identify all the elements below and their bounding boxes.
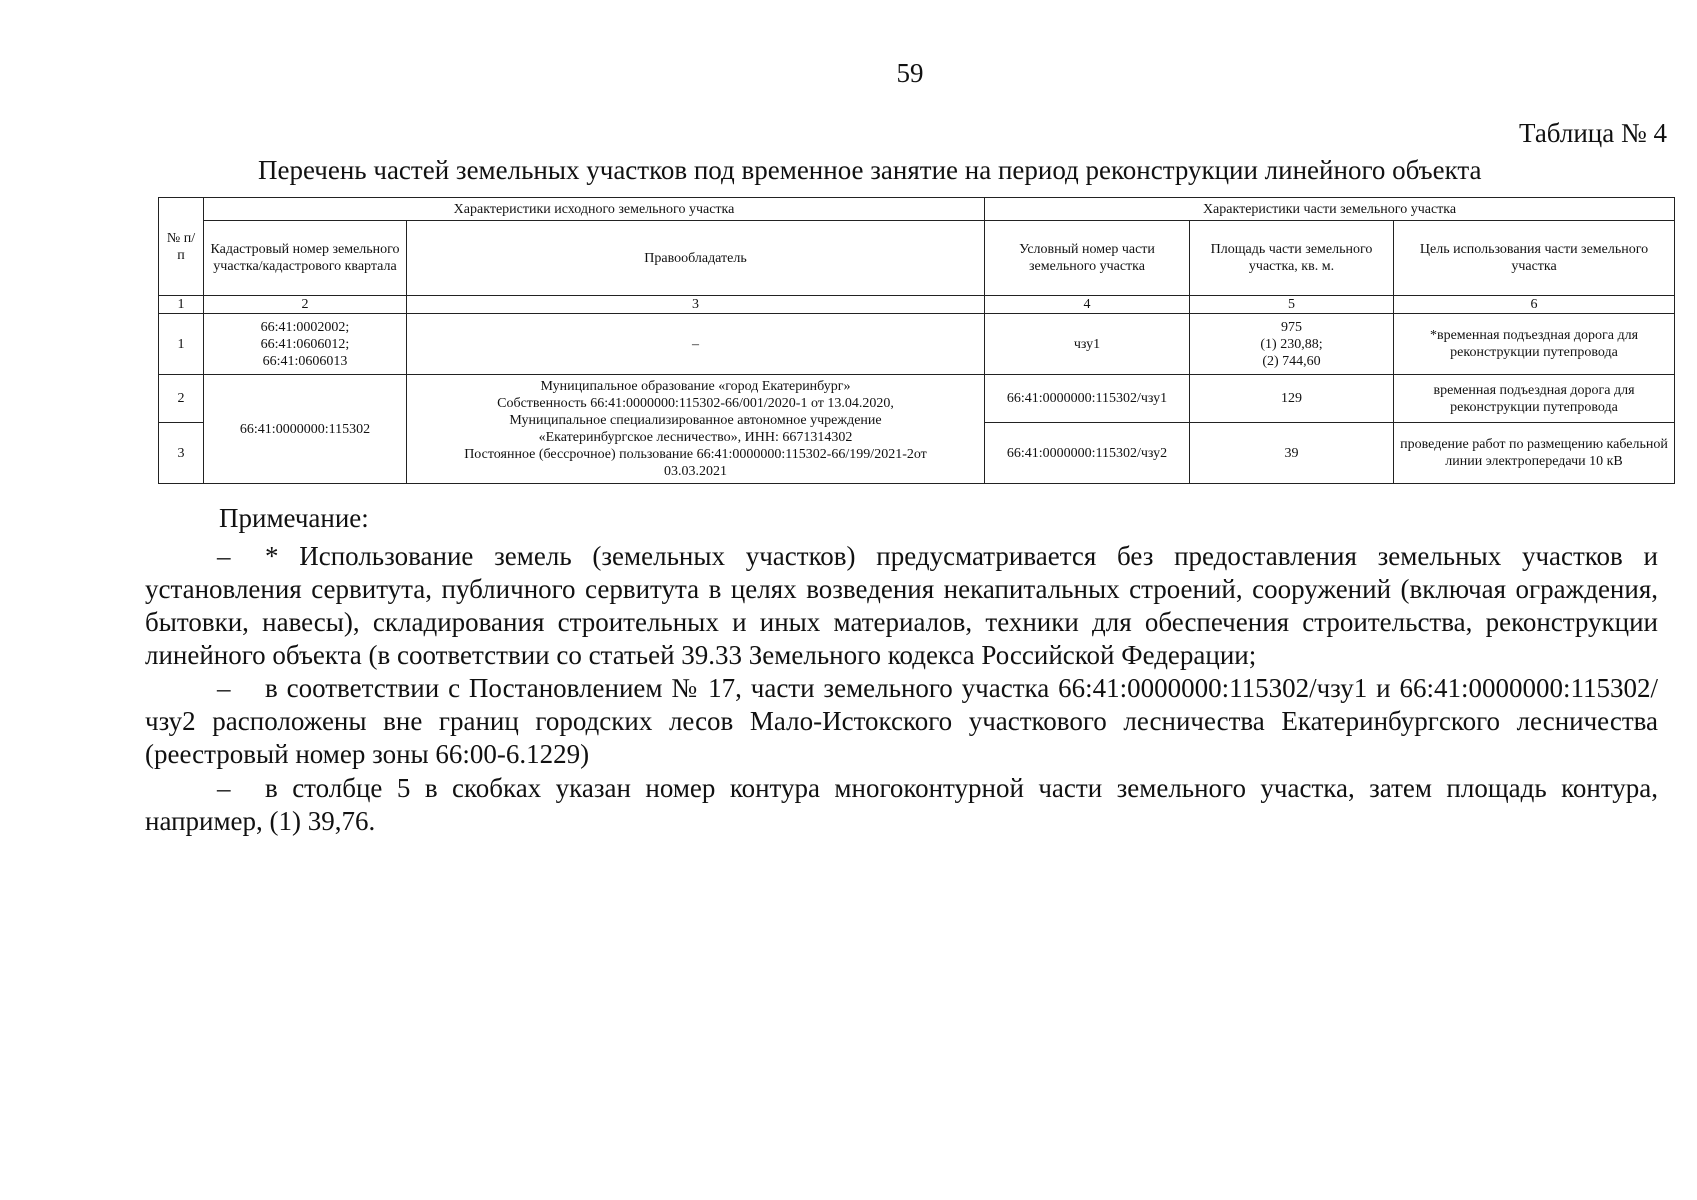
note-text: в соответствии с Постановлением № 17, части земельного участка 66:41:0000000:115302/чзу1 и 66:41:0000000:115302/чзу2 расположены вне границ городских лесов Мало-Истокского участкового лесничества Екатеринбургского лесничества (реестровый номер зоны 66:00-6.1229) bbox=[145, 673, 1658, 769]
cadastral-line: 66:41:0606013 bbox=[262, 353, 348, 369]
row-number: 2 bbox=[159, 375, 204, 423]
column-number: 1 bbox=[159, 296, 204, 314]
owner-line: «Екатеринбургское лесничество», ИНН: 6671314302 bbox=[538, 430, 853, 445]
purpose-cell: *временная подъездная дорога для реконструкции путепровода bbox=[1394, 314, 1675, 375]
page-number: 59 bbox=[896, 58, 924, 88]
column-number: 4 bbox=[985, 296, 1190, 314]
notes-title: Примечание: bbox=[219, 503, 369, 533]
column-header-row bbox=[159, 221, 1675, 296]
column-number: 5 bbox=[1190, 296, 1394, 314]
note-dash: – bbox=[217, 773, 231, 803]
owner-line: Постоянное (бессрочное) пользование 66:41:0000000:115302-66/199/2021-2от bbox=[464, 447, 927, 462]
table-label: Таблица № 4 bbox=[1519, 118, 1667, 148]
owner-line: Муниципальное специализированное автономное учреждение bbox=[509, 413, 882, 428]
header-part-number: Условный номер части земельного участка bbox=[985, 221, 1190, 296]
column-number: 6 bbox=[1394, 296, 1675, 314]
area-cell: 39 bbox=[1190, 423, 1394, 484]
purpose-cell: временная подъездная дорога для реконструкции путепровода bbox=[1394, 375, 1675, 423]
cadastral-line: 66:41:0606012; bbox=[260, 336, 350, 352]
header-no: № п/ п bbox=[159, 198, 204, 296]
group-header-row bbox=[159, 198, 1675, 221]
column-number: 3 bbox=[407, 296, 985, 314]
area-line: (1) 230,88; bbox=[1260, 336, 1323, 352]
table-row bbox=[159, 375, 1675, 423]
header-group-part: Характеристики части земельного участка bbox=[985, 198, 1675, 221]
owner-cell: – bbox=[407, 314, 985, 375]
note-text: в столбце 5 в скобках указан номер контура многоконтурной части земельного участка, затем площадь контура, например, (1) 39,76. bbox=[145, 773, 1658, 836]
area-line: (2) 744,60 bbox=[1262, 353, 1321, 369]
row-number: 3 bbox=[159, 423, 204, 484]
owner-line: Собственность 66:41:0000000:115302-66/001/2020-1 от 13.04.2020, bbox=[497, 396, 894, 411]
owner-cell bbox=[407, 375, 985, 484]
cadastral-cell: 66:41:0000000:115302 bbox=[204, 375, 407, 484]
header-owner: Правообладатель bbox=[407, 221, 985, 296]
parcels-table bbox=[158, 197, 1675, 484]
column-number-row bbox=[159, 296, 1675, 314]
header-group-source: Характеристики исходного земельного участка bbox=[204, 198, 985, 221]
owner-line: Муниципальное образование «город Екатеринбург» bbox=[540, 379, 851, 394]
cadastral-cell bbox=[204, 314, 407, 375]
purpose-cell: проведение работ по размещению кабельной линии электропередачи 10 кВ bbox=[1394, 423, 1675, 484]
document-title: Перечень частей земельных участков под временное занятие на период реконструкции линейного объекта bbox=[258, 155, 1482, 185]
row-number: 1 bbox=[159, 314, 204, 375]
owner-line: 03.03.2021 bbox=[664, 464, 727, 479]
note-item bbox=[145, 672, 1658, 771]
header-purpose: Цель использования части земельного участка bbox=[1394, 221, 1675, 296]
header-area: Площадь части земельного участка, кв. м. bbox=[1190, 221, 1394, 296]
note-item bbox=[145, 772, 1658, 838]
part-number-cell: чзу1 bbox=[985, 314, 1190, 375]
area-cell: 129 bbox=[1190, 375, 1394, 423]
cadastral-line: 66:41:0002002; bbox=[260, 319, 350, 335]
note-text: * Использование земель (земельных участков) предусматривается без предоставления земельных участков и установления сервитута, публичного сервитута в целях возведения некапитальных строений, сооружений (включая ограждения, бытовки, навесы), складирования строительных и иных материалов, техники для обеспечения строительства, реконструкции линейного объекта (в соответствии со статьей 39.33 Земельного кодекса Российской Федерации; bbox=[145, 541, 1658, 670]
header-cadastral: Кадастровый номер земельного участка/кадастрового квартала bbox=[204, 221, 407, 296]
note-item bbox=[145, 540, 1658, 672]
note-dash: – bbox=[217, 541, 231, 571]
table-row bbox=[159, 314, 1675, 375]
column-number: 2 bbox=[204, 296, 407, 314]
part-number-cell: 66:41:0000000:115302/чзу2 bbox=[985, 423, 1190, 484]
area-line: 975 bbox=[1281, 319, 1302, 335]
part-number-cell: 66:41:0000000:115302/чзу1 bbox=[985, 375, 1190, 423]
area-cell bbox=[1190, 314, 1394, 375]
note-dash: – bbox=[217, 673, 231, 703]
